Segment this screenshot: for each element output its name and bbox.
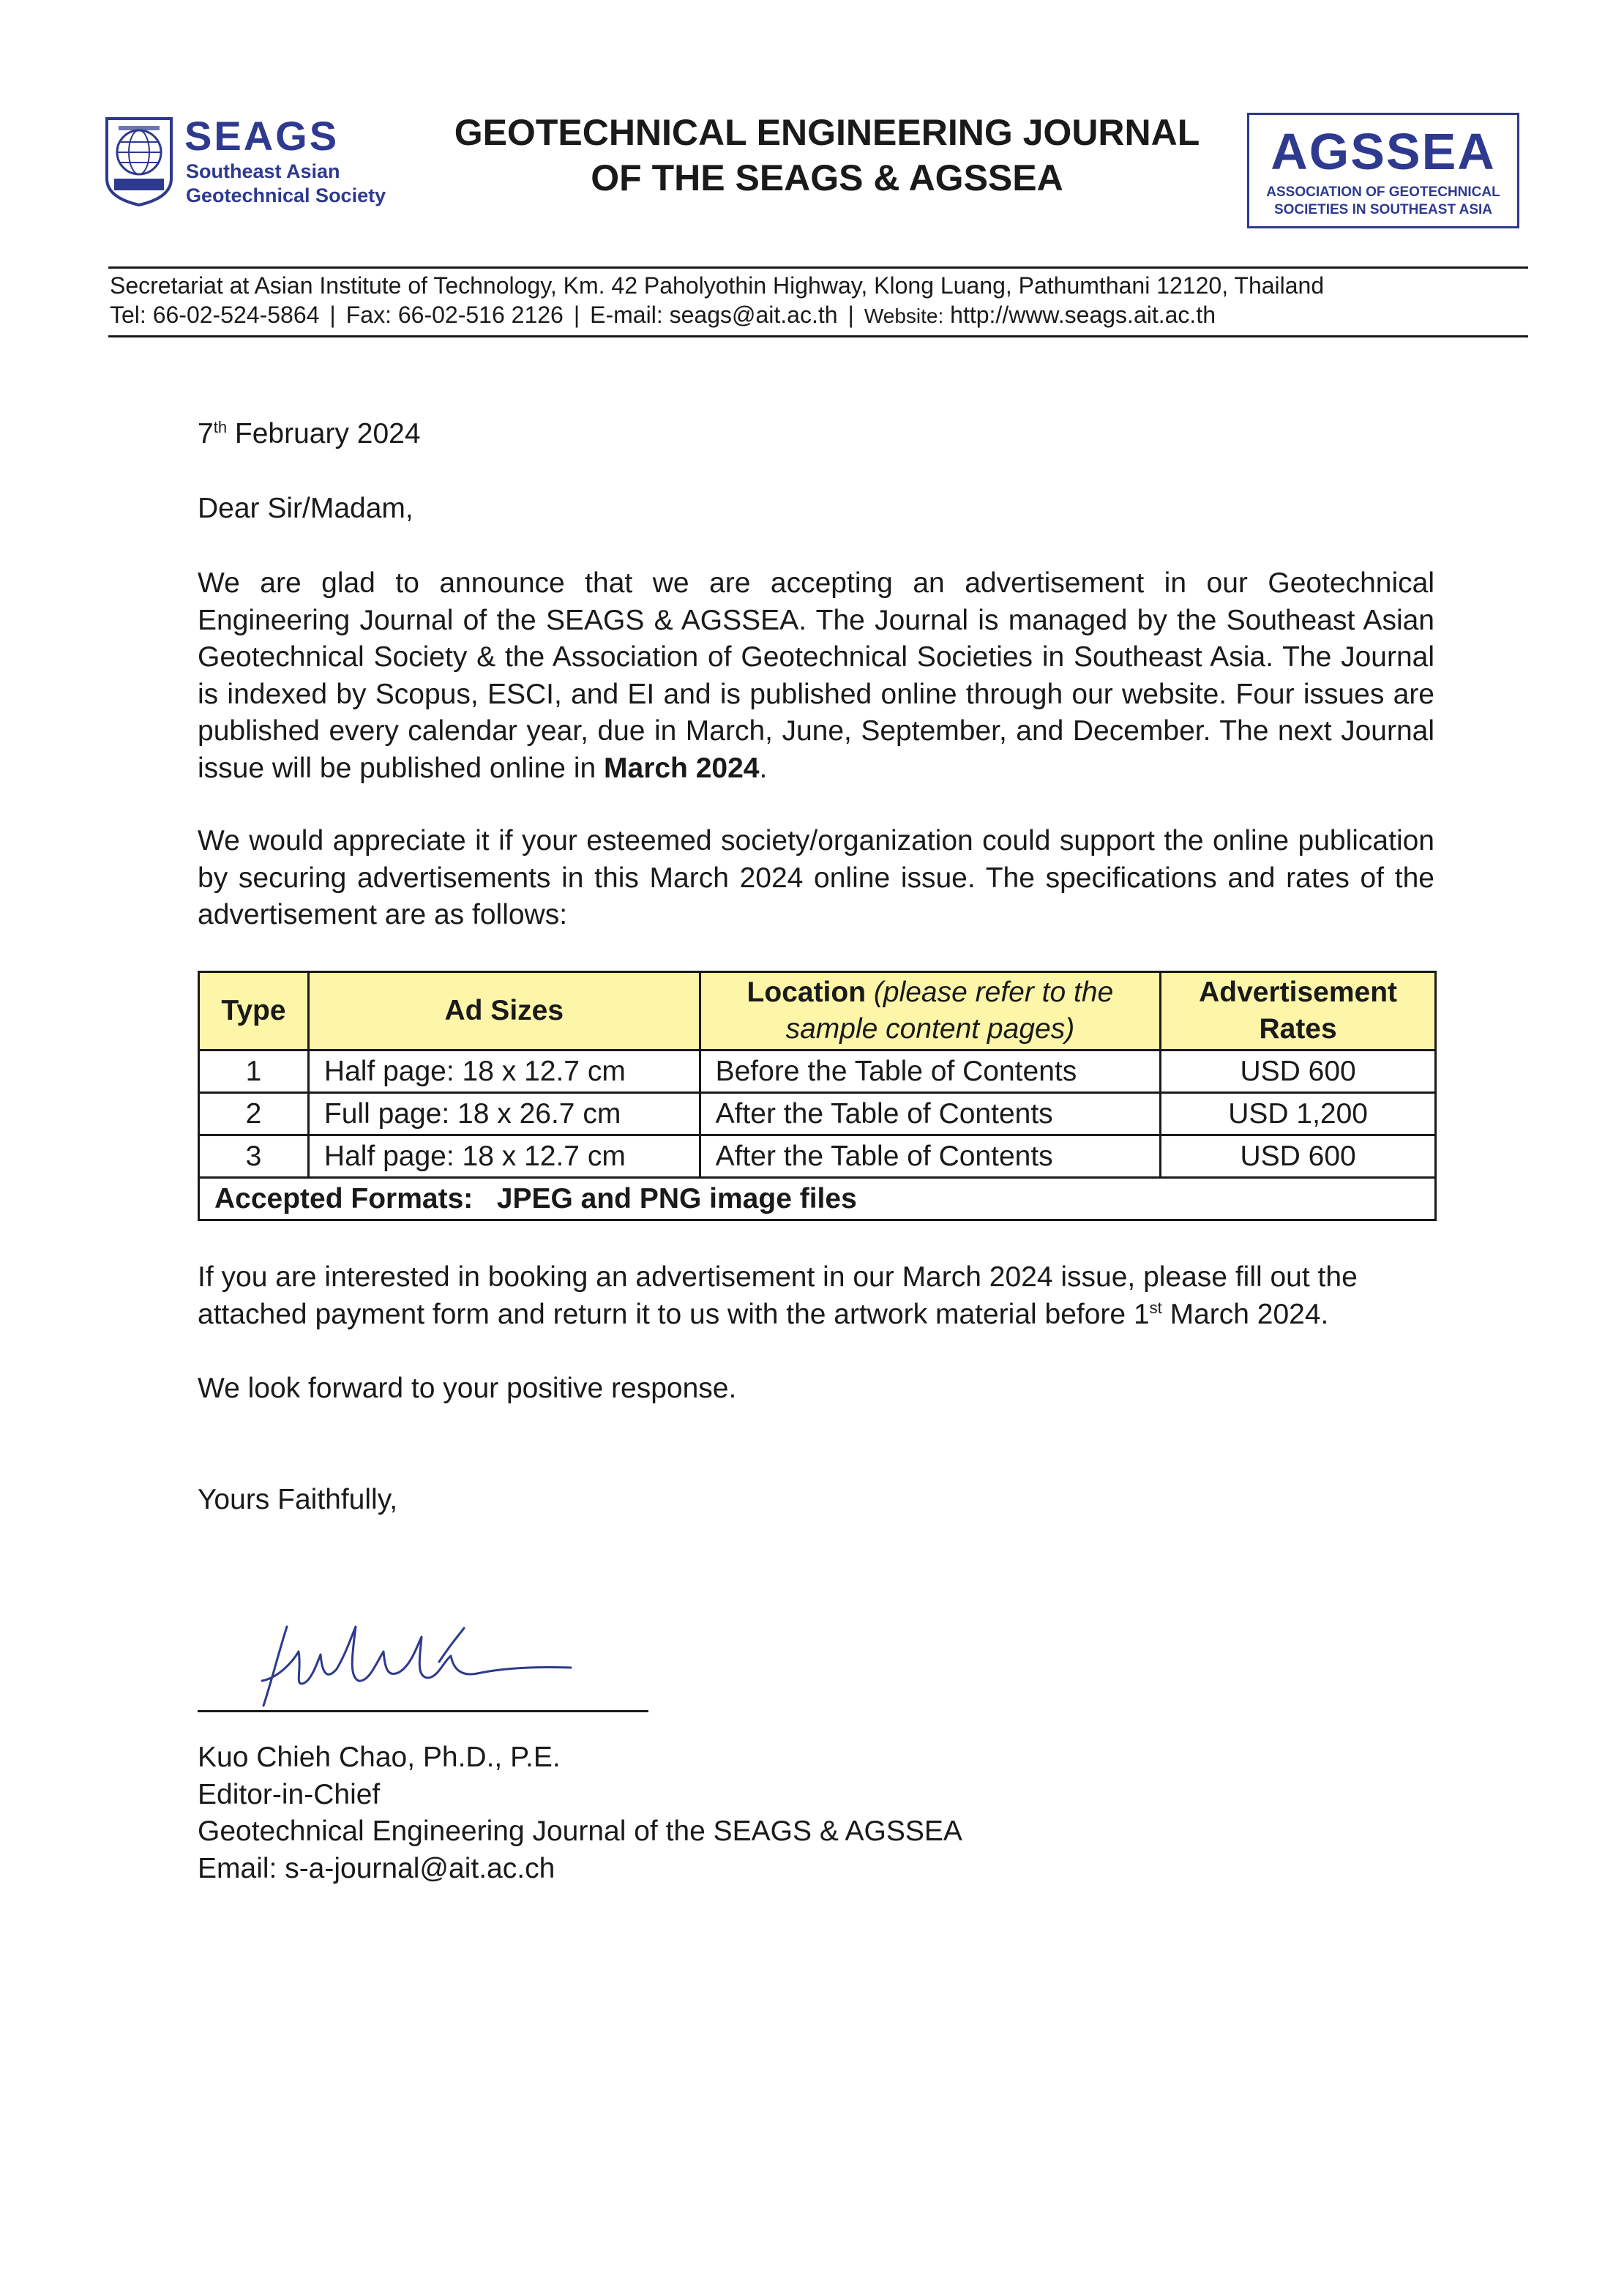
handwritten-signature — [220, 1611, 600, 1713]
cell-location: After the Table of Contents — [700, 1093, 1161, 1135]
agssea-logo — [1247, 113, 1519, 228]
letter-date — [198, 416, 1434, 453]
agssea-subtitle-line1: ASSOCIATION OF GEOTECHNICAL — [1266, 184, 1500, 200]
cell-type: 2 — [199, 1093, 309, 1135]
paragraph-booking-end: March 2024. — [1161, 1298, 1329, 1330]
separator: | — [329, 302, 336, 328]
salutation: Dear Sir/Madam, — [198, 493, 414, 524]
separator: | — [847, 302, 854, 328]
cell-size: Full page: 18 x 26.7 cm — [308, 1093, 700, 1135]
header-rates: Advertisement Rates — [1161, 972, 1436, 1051]
cell-rate: USD 1,200 — [1161, 1093, 1436, 1135]
cell-type: 1 — [199, 1051, 309, 1093]
table-row — [199, 1051, 1436, 1093]
header-top-rule — [108, 266, 1528, 269]
agssea-wordmark: AGSSEA — [1271, 123, 1496, 180]
paragraph-intro — [198, 565, 1434, 788]
header-location — [700, 972, 1161, 1051]
table-row — [199, 1135, 1436, 1178]
header-bottom-rule — [108, 335, 1528, 337]
contact-line — [110, 300, 1216, 331]
journal-title — [424, 110, 1230, 201]
cell-type: 3 — [199, 1135, 309, 1178]
date-suffix: th — [213, 418, 228, 436]
seags-subtitle-line1: Southeast Asian — [186, 160, 340, 182]
paragraph-intro-end: . — [759, 752, 768, 784]
accepted-formats-row — [199, 1178, 1436, 1220]
seags-globe-emblem-icon — [104, 116, 174, 208]
header-type: Type — [199, 972, 309, 1051]
signer-organization: Geotechnical Engineering Journal of the SEAGS & AGSSEA — [198, 1816, 962, 1848]
seags-subtitle — [186, 160, 386, 208]
table-header-row — [199, 972, 1436, 1051]
cell-rate: USD 600 — [1161, 1051, 1436, 1093]
cell-rate: USD 600 — [1161, 1135, 1436, 1178]
agssea-subtitle — [1249, 184, 1517, 219]
cell-location: After the Table of Contents — [700, 1135, 1161, 1178]
website-label: Website: — [864, 305, 944, 327]
cell-location: Before the Table of Contents — [700, 1051, 1161, 1093]
paragraph-booking — [198, 1259, 1434, 1333]
seags-wordmark: SEAGS — [184, 113, 340, 159]
signer-email: Email: s-a-journal@ait.ac.ch — [198, 1852, 555, 1884]
accepted-formats-value: JPEG and PNG image files — [496, 1183, 857, 1214]
accepted-formats-cell — [199, 1178, 1436, 1220]
fax-text: Fax: 66-02-516 2126 — [345, 302, 564, 328]
issue-month-bold: March 2024 — [604, 752, 760, 784]
paragraph-intro-text: We are glad to announce that we are accepting an advertisement in our Geotechnical Engineering Journal of the SEAGS & AGSSEA. The Journal is managed by the Southeast Asian Geotechnical Society & the Association of Geotechnical Societies in Southeast Asia. The Journal is indexed by Scopus, ESCI, and EI and is published online through our website. Four issues are published every calendar year, due in March, June, September, and December. The next Journal issue will be published online in — [198, 567, 1434, 784]
cell-size: Half page: 18 x 12.7 cm — [308, 1051, 700, 1093]
cell-size: Half page: 18 x 12.7 cm — [308, 1135, 700, 1178]
date-rest: February 2024 — [234, 418, 421, 449]
header-location-note: (please refer to the sample content pages) — [785, 977, 1114, 1045]
signer-block — [198, 1739, 1434, 1887]
separator: | — [573, 302, 580, 328]
booking-date-suffix: st — [1149, 1298, 1162, 1317]
header-location-label: Location — [746, 977, 867, 1008]
journal-title-line1: GEOTECHNICAL ENGINEERING JOURNAL — [454, 112, 1200, 153]
secretariat-address: Secretariat at Asian Institute of Technology, Km. 42 Paholyothin Highway, Klong Luang, Pathumthani 12120, Thailand — [110, 272, 1325, 299]
signature-line — [198, 1710, 648, 1712]
complimentary-close: Yours Faithfully, — [198, 1484, 398, 1515]
date-day: 7 — [198, 418, 214, 449]
paragraph-request: We would appreciate it if your esteemed society/organization could support the online publication by securing advertisements in this March 2024 online issue. The specifications and rates of the advertisement are as follows: — [198, 825, 1434, 931]
seags-logo — [104, 111, 411, 214]
paragraph-booking-text: If you are interested in booking an advertisement in our March 2024 issue, please fill out the attached payment form and return it to us with the artwork material before 1 — [198, 1261, 1358, 1330]
signer-name: Kuo Chieh Chao, Ph.D., P.E. — [198, 1742, 561, 1773]
header-ad-sizes: Ad Sizes — [308, 972, 700, 1051]
paragraph-closing-remark: We look forward to your positive response. — [198, 1373, 737, 1404]
tel-text: Tel: 66-02-524-5864 — [110, 302, 320, 328]
accepted-formats-label: Accepted Formats: — [214, 1183, 474, 1214]
signer-title: Editor-in-Chief — [198, 1778, 381, 1810]
journal-title-line2: OF THE SEAGS & AGSSEA — [591, 157, 1063, 198]
table-row — [199, 1093, 1436, 1135]
website-link[interactable]: http://www.seags.ait.ac.th — [950, 302, 1216, 328]
seags-subtitle-line2: Geotechnical Society — [186, 184, 386, 206]
email-text: E-mail: seags@ait.ac.th — [590, 302, 838, 328]
advertisement-rates-table — [198, 971, 1437, 1221]
agssea-subtitle-line2: SOCIETIES IN SOUTHEAST ASIA — [1273, 202, 1493, 217]
